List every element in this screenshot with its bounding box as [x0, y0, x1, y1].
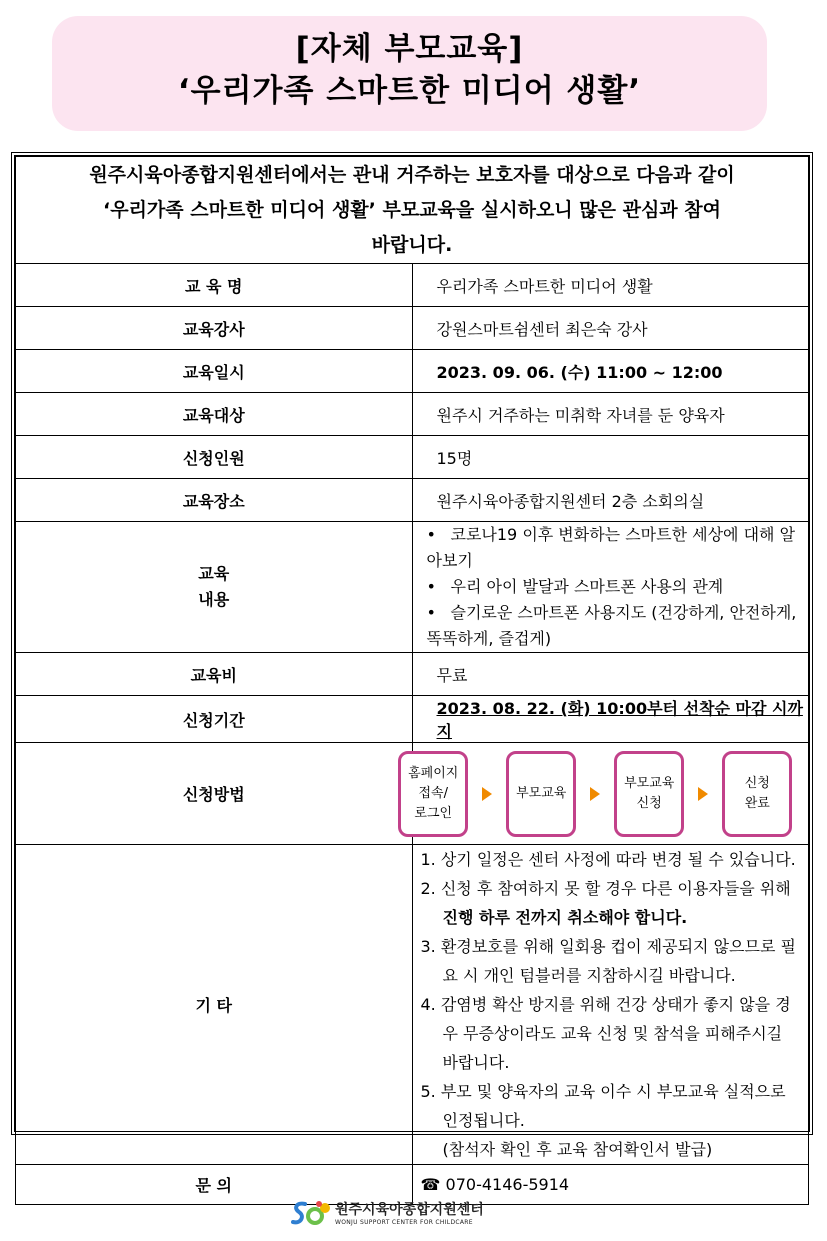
note-item: 1. 상기 일정은 센터 사정에 따라 변경 될 수 있습니다. — [420, 850, 796, 869]
value-content — [412, 522, 809, 653]
value-datetime: 2023. 09. 06. (수) 11:00 ~ 12:00 — [412, 350, 809, 393]
arrow-right-icon — [590, 787, 600, 801]
center-logo-icon — [291, 1198, 331, 1230]
step-complete: 신청 완료 — [722, 751, 792, 837]
title-line-2: ‘우리가족 스마트한 미디어 생활’ — [177, 73, 642, 109]
content-item: • 우리 아이 발달과 스마트폰 사용의 관계 — [426, 577, 724, 596]
arrow-right-icon — [698, 787, 708, 801]
label-contact: 문 의 — [16, 1165, 413, 1205]
value-place: 원주시육아종합지원센터 2층 소회의실 — [412, 479, 809, 522]
label-method: 신청방법 — [16, 743, 413, 845]
label-period: 신청기간 — [16, 696, 413, 743]
info-table-frame — [11, 152, 813, 1195]
note-item: 4. 감염병 확산 방지를 위해 건강 상태가 좋지 않을 경우 무증상이라도 교육 신청 및 참석을 피해주시길 바랍니다. — [420, 995, 791, 1072]
step-apply: 부모교육 신청 — [614, 751, 684, 837]
note-item: (참석자 확인 후 교육 참여확인서 발급) — [442, 1140, 713, 1159]
value-period: 2023. 08. 22. (화) 10:00부터 선착순 마감 시까지 — [412, 696, 809, 743]
value-target: 원주시 거주하는 미취학 자녀를 둔 양육자 — [412, 393, 809, 436]
info-table — [15, 156, 809, 1205]
value-method — [408, 743, 809, 845]
note-item: 5. 부모 및 양육자의 교육 이수 시 부모교육 실적으로 인정됩니다. — [420, 1082, 786, 1130]
label-place: 교육장소 — [16, 479, 413, 522]
step-parent-edu: 부모교육 — [506, 751, 576, 837]
label-content: 교육 내용 — [16, 522, 413, 653]
label-target: 교육대상 — [16, 393, 413, 436]
arrow-right-icon — [482, 787, 492, 801]
step-homepage-login: 홈페이지 접속/ 로그인 — [398, 751, 468, 837]
content-item: • 슬기로운 스마트폰 사용지도 (건강하게, 안전하게, 똑똑하게, 즐겁게) — [426, 603, 797, 648]
label-capacity: 신청인원 — [16, 436, 413, 479]
label-fee: 교육비 — [16, 653, 413, 696]
label-edu-name: 교 육 명 — [16, 264, 413, 307]
title-line-1: [자체 부모교육] — [295, 31, 524, 67]
label-etc: 기 타 — [16, 845, 413, 1165]
footer-logo — [291, 1198, 484, 1230]
value-instructor: 강원스마트쉼센터 최은숙 강사 — [412, 307, 809, 350]
contact-number: 070-4146-5914 — [445, 1175, 570, 1194]
content-item: • 코로나19 이후 변화하는 스마트한 세상에 대해 알아보기 — [426, 525, 796, 570]
note-item: 2. 신청 후 참여하지 못 할 경우 다른 이용자들을 위해 진행 하루 전까지 취소해야 합니다. — [420, 879, 791, 927]
apply-flow — [383, 751, 809, 837]
title-banner — [52, 16, 767, 131]
value-capacity: 15명 — [412, 436, 809, 479]
value-edu-name: 우리가족 스마트한 미디어 생활 — [412, 264, 809, 307]
label-instructor: 교육강사 — [16, 307, 413, 350]
label-datetime: 교육일시 — [16, 350, 413, 393]
footer-name-kr: 원주시육아종합지원센터 — [335, 1201, 484, 1218]
footer-name-en: WONJU SUPPORT CENTER FOR CHILDCARE — [335, 1218, 473, 1226]
intro-text: 원주시육아종합지원센터에서는 관내 거주하는 보호자를 대상으로 다음과 같이 ‘우리가족 스마트한 미디어 생활’ 부모교육을 실시하오니 많은 관심과 참여 바랍니다. — [16, 157, 809, 264]
value-etc — [412, 845, 809, 1165]
note-item: 3. 환경보호를 위해 일회용 컵이 제공되지 않으므로 필요 시 개인 텀블러를 지참하시길 바랍니다. — [420, 937, 796, 985]
phone-icon: ☎ — [420, 1175, 441, 1194]
value-fee: 무료 — [412, 653, 809, 696]
